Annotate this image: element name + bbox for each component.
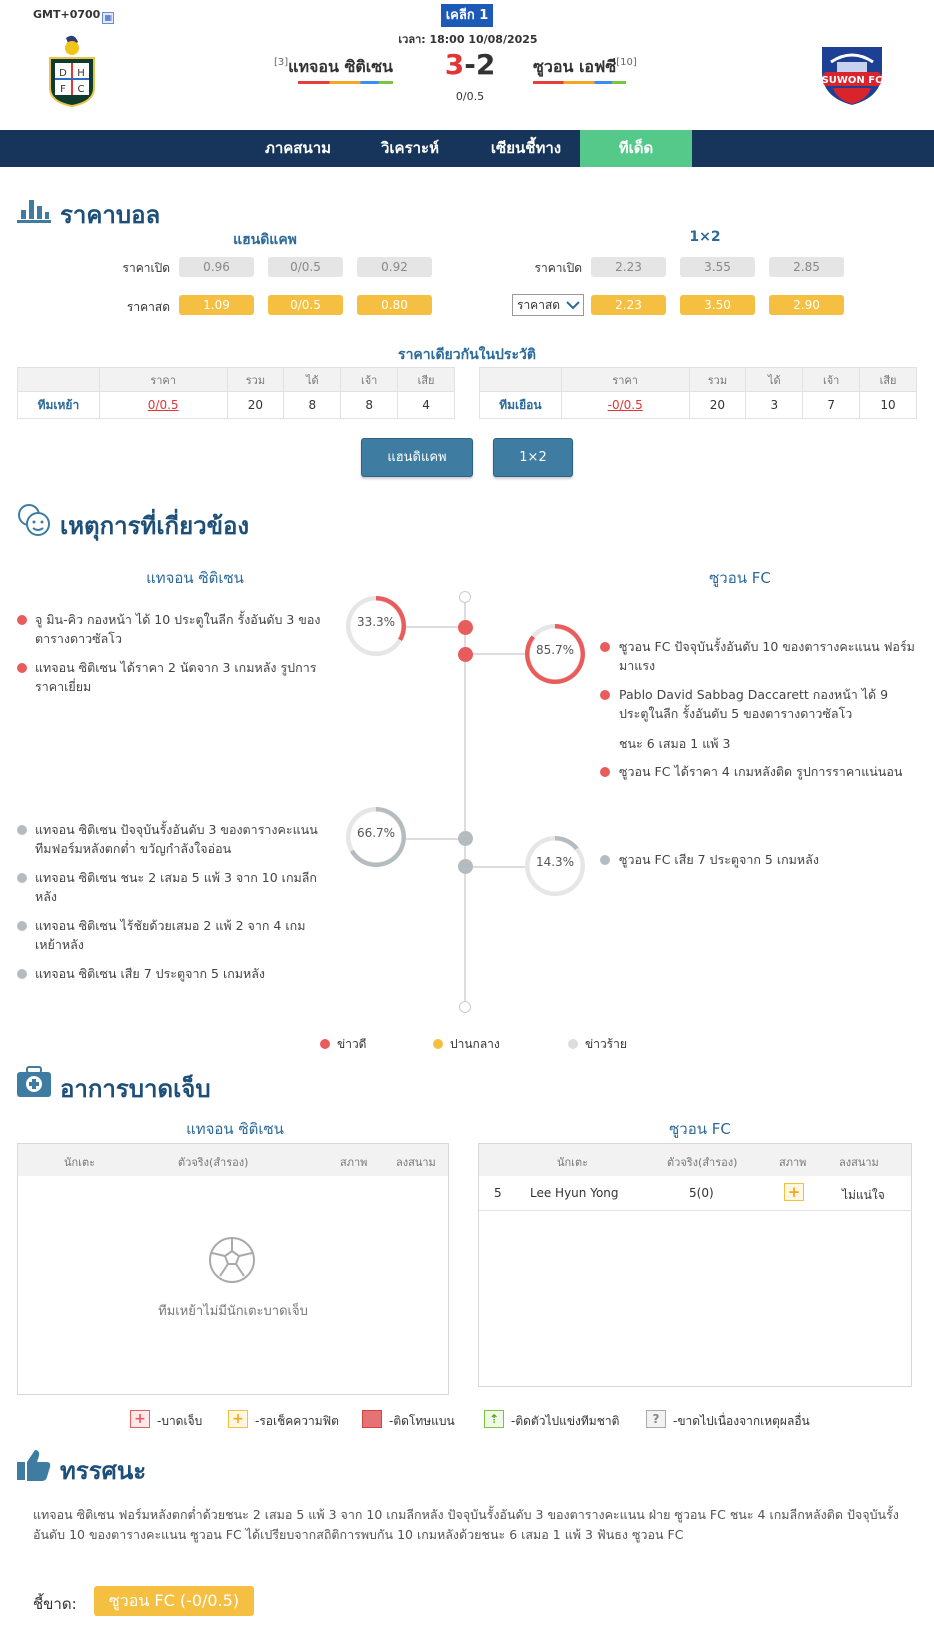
injured-icon: + (130, 1410, 150, 1428)
handicap-button[interactable]: แฮนดิแคพ (361, 438, 473, 477)
legend-good-dot (320, 1039, 330, 1049)
good-news-dot (600, 642, 610, 652)
fitness-check-icon: + (784, 1183, 804, 1201)
away-good-event: ซูวอน FC ได้ราคา 4 เกมหลังติด รูปการราคาแน่นอน (619, 764, 903, 779)
pick-badge: ซูวอน FC (-0/0.5) (94, 1586, 254, 1616)
x12-open-home: 2.23 (591, 257, 666, 277)
legend-neutral-dot (433, 1039, 443, 1049)
legend-injured: -บาดเจ็บ (157, 1414, 203, 1428)
opinion-section-title: ทรรศนะ (60, 1457, 147, 1485)
home-bad-event: แทจอน ซิติเซน ชนะ 2 เสมอ 5 แพ้ 3 จาก 10 เกมลีกหลัง (35, 870, 317, 904)
connector (405, 838, 460, 840)
national-team-icon: ⇡ (484, 1410, 504, 1428)
legend-suspended: -ติดโทษแบน (389, 1414, 455, 1428)
timeline-node-bad (458, 859, 473, 874)
hcp-open-line: 0/0.5 (268, 257, 343, 277)
legend-good: ข่าวดี (337, 1037, 367, 1051)
connector (470, 653, 525, 655)
hcp-live-label: ราคาสด (126, 300, 170, 314)
main-nav (0, 130, 934, 167)
match-score (430, 48, 510, 81)
timeline-end (459, 1001, 471, 1013)
svg-text:D: D (59, 68, 67, 79)
away-score: 2 (475, 48, 496, 81)
hcp-open-away: 0.92 (357, 257, 432, 277)
injured-player-name[interactable]: Lee Hyun Yong (530, 1186, 619, 1200)
events-section-title: เหตุการที่เกี่ยวข้อง (60, 512, 250, 540)
svg-text:H: H (77, 68, 85, 79)
bad-news-dot (17, 825, 27, 835)
bad-news-dot (17, 969, 27, 979)
good-news-dot (17, 663, 27, 673)
bad-news-dot (17, 921, 27, 931)
bad-news-dot (17, 873, 27, 883)
good-news-dot (600, 767, 610, 777)
x12-live-draw: 3.50 (680, 295, 755, 315)
history-title: ราคาเดียวกันในประวัติ (398, 347, 536, 363)
away-good-event: Pablo David Sabbag Daccarett กองหน้า ได้ 9 ประตูในลีก รั้งอันดับ 5 ของตารางดาวซัลโว (619, 687, 889, 721)
hcp-live-line: 0/0.5 (268, 295, 343, 315)
handicap-title: แฮนดิแคพ (233, 232, 297, 248)
bad-news-dot (600, 855, 610, 865)
fitness-check-icon: + (228, 1410, 248, 1428)
timeline-node-good (458, 620, 473, 635)
away-team-name[interactable]: ซูวอน เอฟซี[10] (533, 57, 637, 76)
away-bad-event: ซูวอน FC เสีย 7 ประตูจาก 5 เกมหลัง (619, 852, 819, 867)
legend-neutral: ปานกลาง (450, 1037, 500, 1051)
home-injuries-table: นักเตะ ตัวจริง(สำรอง) สภาพ ลงสนาม ทีมเหย้าไม่มีนักเตะบาดเจ็บ (17, 1143, 449, 1395)
score-separator: - (464, 48, 476, 81)
svg-text:C: C (77, 84, 85, 95)
home-bad-event: แทจอน ซิติเซน เสีย 7 ประตูจาก 5 เกมหลัง (35, 966, 266, 981)
injuries-home-team: แทจอน ซิติเซน (186, 1120, 284, 1138)
face-icon (17, 503, 51, 537)
home-team-logo (46, 34, 98, 108)
x12-open-label: ราคาเปิด (534, 261, 582, 275)
away-bad-ring: 14.3% (525, 836, 585, 896)
opinion-text: แทจอน ซิติเซน ฟอร์มหลังตกต่ำด้วยชนะ 2 เสมอ 5 แพ้ 3 จาก 10 เกมลีกหลัง ปัจจุบันรั้งอันดับ 3 ของตารางคะแนน ฝ่าย ซูวอน FC ชนะ 4 เกมลีกหลังติด ปัจจุบันรั้งอันดับ 10 ของตารางคะแนน ซูวอน FC ได้เปรียบจากสถิติการพบกัน 10 เกมหลังด้วยชนะ 6 เสมอ 1 แพ้ 3 ฟันธง ซูวอน FC (33, 1507, 899, 1542)
home-team-name[interactable]: [3]แทจอน ซิติเซน (273, 57, 393, 76)
away-team-logo (815, 40, 889, 108)
home-bad-event: แทจอน ซิติเซน ปัจจุบันรั้งอันดับ 3 ของตารางคะแนน ทีมฟอร์มหลังตกต่ำ ขวัญกำลังใจอ่อน (35, 822, 318, 856)
legend-bad: ข่าวร้าย (585, 1037, 627, 1051)
home-bad-event: แทจอน ซิติเซน ไร้ชัยด้วยเสมอ 2 แพ้ 2 จาก 4 เกมเหย้าหลัง (35, 918, 306, 952)
other-reason-icon: ? (646, 1410, 666, 1428)
home-color-bar (298, 81, 393, 84)
tab-tips[interactable]: ทีเด็ด (580, 130, 692, 167)
thumbs-up-icon (17, 1448, 51, 1482)
home-good-ring: 33.3% (346, 596, 406, 656)
svg-text:F: F (60, 84, 66, 95)
injury-row: 5 Lee Hyun Yong 5(0) + ไม่แน่ใจ (479, 1176, 911, 1211)
first-aid-icon (17, 1066, 51, 1098)
away-good-ring: 85.7% (525, 624, 585, 684)
home-good-event: จู มิน-คิว กองหน้า ได้ 10 ประตูในลีก รั้งอันดับ 3 ของตารางดาวซัลโว (35, 612, 321, 646)
odds-type-select[interactable]: ราคาสด (512, 294, 584, 316)
hcp-live-away: 0.80 (357, 295, 432, 315)
home-bad-ring: 66.7% (346, 807, 406, 867)
no-injuries-message: ทีมเหย้าไม่มีนักเตะบาดเจ็บ (158, 1304, 308, 1319)
x12-title: 1×2 (689, 229, 721, 245)
kickoff-time: เวลา: 18:00 10/08/2025 (398, 33, 538, 46)
events-away-team: ซูวอน FC (709, 569, 771, 587)
tab-field[interactable]: ภาคสนาม (264, 139, 332, 157)
pick-label: ชี้ขาด: (33, 1595, 77, 1613)
home-good-event: แทจอน ซิติเซน ได้ราคา 2 นัดจาก 3 เกมหลัง รูปการราคาเยี่ยม (35, 660, 317, 694)
hcp-open-home: 0.96 (179, 257, 254, 277)
odds-section-title: ราคาบอล (60, 201, 161, 229)
injuries-section-title: อาการบาดเจ็บ (60, 1075, 211, 1103)
away-injuries-table: นักเตะ ตัวจริง(สำรอง) สภาพ ลงสนาม 5 Lee Hyun Yong 5(0) + ไม่แน่ใจ (478, 1143, 912, 1387)
x12-open-away: 2.85 (769, 257, 844, 277)
timeline-start (459, 591, 471, 603)
history-home-table: ราคา รวม ได้ เจ้า เสีย ทีมเหย้า 0/0.5 20 8 8 4 (17, 367, 455, 419)
timeline-node-bad (458, 831, 473, 846)
history-away-table: ราคา รวม ได้ เจ้า เสีย ทีมเยือน -0/0.5 20 3 7 10 (479, 367, 917, 419)
connector (470, 866, 525, 868)
events-home-team: แทจอน ซิติเซน (146, 569, 244, 587)
good-news-dot (17, 615, 27, 625)
good-news-dot (600, 690, 610, 700)
history-home-line[interactable]: 0/0.5 (99, 392, 227, 419)
x12-open-draw: 3.55 (680, 257, 755, 277)
legend-national: -ติดตัวไปแข่งทีมชาติ (511, 1414, 620, 1428)
chevron-down-icon (566, 299, 580, 311)
handicap-line: 0/0.5 (455, 90, 485, 103)
timezone-label[interactable]: GMT+0700 ▦ (33, 8, 114, 24)
football-icon (208, 1236, 256, 1284)
x12-button[interactable]: 1×2 (493, 438, 573, 477)
league-badge: เคลีก 1 (441, 4, 493, 27)
away-good-event: ชนะ 6 เสมอ 1 แพ้ 3 (619, 736, 731, 751)
history-away-line[interactable]: -0/0.5 (561, 392, 689, 419)
hcp-live-home: 1.09 (179, 295, 254, 315)
x12-live-home: 2.23 (591, 295, 666, 315)
timezone-settings-icon[interactable]: ▦ (102, 12, 114, 24)
legend-other: -ขาดไปเนื่องจากเหตุผลอื่น (673, 1414, 810, 1428)
history-home-team: ทีมเหย้า (18, 392, 100, 419)
injuries-away-team: ซูวอน FC (669, 1120, 731, 1138)
legend-bad-dot (568, 1039, 578, 1049)
tab-expert[interactable]: เซียนชี้ทาง (490, 139, 562, 157)
legend-fitness: -รอเช็คความฟิต (255, 1414, 339, 1428)
tab-analysis[interactable]: วิเคราะห์ (380, 139, 439, 157)
svg-text:SUWON FC: SUWON FC (821, 75, 883, 86)
timeline-node-good (458, 647, 473, 662)
connector (405, 626, 460, 628)
history-away-team: ทีมเยือน (480, 392, 562, 419)
x12-live-away: 2.90 (769, 295, 844, 315)
bar-chart-icon (17, 196, 51, 224)
home-score: 3 (444, 48, 465, 81)
away-good-event: ซูวอน FC ปัจจุบันรั้งอันดับ 10 ของตารางคะแนน ฟอร์มมาแรง (619, 639, 915, 673)
suspended-icon (362, 1410, 382, 1428)
away-color-bar (533, 81, 626, 84)
hcp-open-label: ราคาเปิด (122, 261, 170, 275)
